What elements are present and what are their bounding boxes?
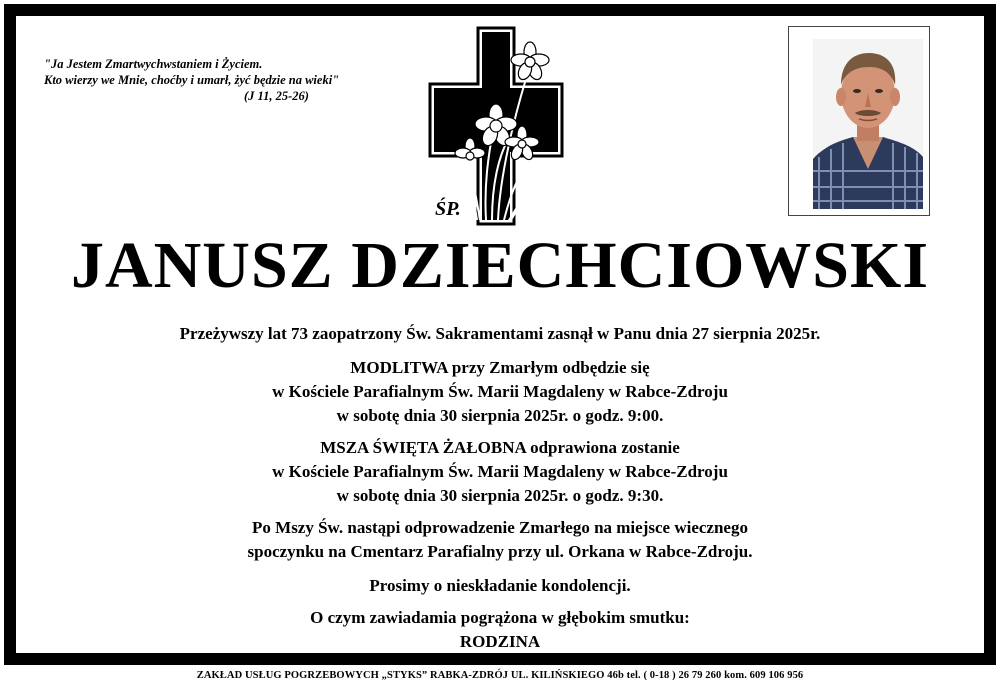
death-announcement: Przeżywszy lat 73 zaopatrzony Św. Sakramentami zasnął w Panu dnia 27 sierpnia 2025r. bbox=[179, 324, 821, 343]
burial-info bbox=[16, 516, 984, 564]
mass-line-3: w sobotę dnia 30 sierpnia 2025r. o godz. 9:30. bbox=[336, 486, 664, 505]
prayer-info bbox=[16, 356, 984, 428]
funeral-home-footer: ZAKŁAD USŁUG POGRZEBOWYCH „STYKS” RABKA-ZDRÓJ UL. KILIŃSKIEGO 46b tel. ( 0-18 ) 26 79 260 kom. 609 106 956 bbox=[196, 670, 804, 681]
quote-line-2: Kto wierzy we Mnie, choćby i umarł, żyć będzie na wieki" bbox=[44, 73, 340, 87]
prayer-line-1: MODLITWA przy Zmarłym odbędzie się bbox=[350, 358, 650, 377]
mass-line-2: w Kościele Parafialnym Św. Marii Magdaleny w Rabce-Zdroju bbox=[272, 462, 728, 481]
portrait-frame bbox=[788, 26, 930, 216]
cross-with-daffodils-icon bbox=[426, 26, 566, 226]
family-signature: RODZINA bbox=[459, 632, 541, 651]
deceased-name: JANUSZ DZIECHCIOWSKI bbox=[70, 229, 930, 302]
obituary-content bbox=[16, 16, 984, 653]
family-line-1: O czym zawiadamia pogrążona w głębokim smutku: bbox=[310, 608, 690, 627]
quote-reference: (J 11, 25-26) bbox=[244, 89, 309, 103]
prayer-line-3: w sobotę dnia 30 sierpnia 2025r. o godz. 9:00. bbox=[336, 406, 664, 425]
sp-label: ŚP. bbox=[435, 198, 461, 220]
burial-line-1: Po Mszy Św. nastąpi odprowadzenie Zmarłego na miejsce wiecznego bbox=[252, 518, 748, 537]
prayer-line-2: w Kościele Parafialnym Św. Marii Magdaleny w Rabce-Zdroju bbox=[272, 382, 728, 401]
obituary-frame bbox=[4, 4, 996, 665]
quote-line-1: "Ja Jestem Zmartwychwstaniem i Życiem. bbox=[44, 57, 263, 71]
bible-quote bbox=[44, 56, 384, 104]
mass-line-1: MSZA ŚWIĘTA ŻAŁOBNA odprawiona zostanie bbox=[320, 438, 680, 457]
mass-info bbox=[16, 436, 984, 508]
portrait-photo bbox=[813, 39, 923, 209]
family-notice bbox=[16, 606, 984, 653]
burial-line-2: spoczynku na Cmentarz Parafialny przy ul. Orkana w Rabce-Zdroju. bbox=[247, 542, 753, 561]
condolences-note: Prosimy o nieskładanie kondolencji. bbox=[369, 576, 631, 595]
